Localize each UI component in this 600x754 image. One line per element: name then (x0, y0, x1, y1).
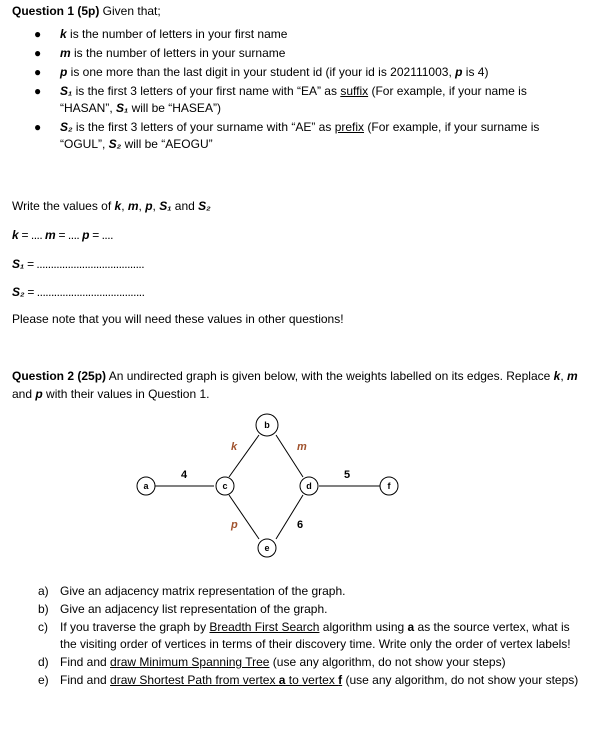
node-a: a (143, 481, 149, 491)
definition-item-m (28, 45, 582, 62)
definition-text: is the number of letters in your first name (66, 27, 288, 41)
definition-text: is the first 3 letters of your surname with “AE” as (72, 120, 335, 134)
bullet-icon: ● (34, 46, 42, 60)
definition-text: is 4) (462, 65, 489, 79)
definition-text: is the first 3 letters of your first name with “EA” as (72, 84, 341, 98)
question-1-heading: Question 1 (5p) (12, 4, 100, 18)
var-m: m (60, 46, 71, 60)
definition-text: (For example, if your name is “HASAN”, (60, 84, 527, 115)
underlined-term: suffix (340, 84, 369, 98)
s1-answer-line[interactable]: S₁ = ...................................... (12, 257, 145, 271)
var-k: k (60, 27, 67, 41)
bullet-icon: ● (34, 120, 42, 134)
note-text: Please note that you will need these values in other questions! (12, 312, 344, 326)
definition-item-s2 (28, 119, 582, 153)
var-p: p (60, 65, 68, 79)
var-p: p (455, 65, 463, 79)
var-s1: S₁ (60, 84, 73, 98)
definition-text: is one more than the last digit in your student id (if your id is 202111003, (67, 65, 456, 79)
question-2-parts (38, 583, 580, 690)
write-values-instruction: Write the values of k, m, p, S₁ and S₂ (12, 199, 211, 213)
weight-b-d: m (297, 441, 307, 453)
bullet-icon: ● (34, 84, 42, 98)
s2-answer-line[interactable]: S₂ = ...................................... (12, 285, 145, 299)
definition-text: (For example, if your surname is “OGUL”, (60, 120, 540, 151)
node-f: f (387, 481, 391, 491)
node-d: d (306, 481, 312, 491)
part-b: b) Give an adjacency list representation of the graph. (38, 602, 328, 616)
part-d: d) Find and draw Minimum Spanning Tree (use any algorithm, do not show your steps) (38, 655, 506, 669)
edge-c-e (229, 495, 259, 539)
underlined-term: prefix (334, 120, 365, 134)
var-s2: S₂ (108, 137, 122, 151)
kmp-answer-line[interactable]: k = .... m = .... p = .... (12, 228, 113, 242)
question-2-title: Question 2 (25p) An undirected graph is given below, with the weights labelled on its edges. Replace k, m and p with their values in Question 1. (12, 369, 578, 401)
question-1-intro: Given that; (99, 4, 161, 18)
part-a: a) Give an adjacency matrix representation of the graph. (38, 584, 346, 598)
bullet-icon: ● (34, 27, 42, 41)
definition-text: will be “HASEA”) (128, 101, 221, 115)
definition-item-s1 (28, 83, 582, 117)
definition-text: will be “AEOGU” (121, 137, 213, 151)
node-e: e (264, 543, 270, 553)
definition-text: is the number of letters in your surname (70, 46, 286, 60)
var-s1: S₁ (116, 101, 129, 115)
weight-c-b: k (231, 441, 238, 453)
var-s2: S₂ (60, 120, 73, 134)
weight-c-e: p (231, 519, 238, 531)
question-2-heading: Question 2 (25p) (12, 369, 107, 383)
definition-list (28, 26, 582, 155)
definition-item-k (28, 26, 582, 43)
node-c: c (222, 481, 228, 491)
weight-e-d: 6 (297, 519, 304, 531)
graph-diagram (0, 408, 600, 568)
question-1-title (12, 4, 592, 18)
bullet-icon: ● (34, 65, 42, 79)
part-e: e) Find and draw Shortest Path from vertex a to vertex f (use any algorithm, do not show your steps) (38, 673, 579, 687)
weight-d-f: 5 (344, 469, 351, 481)
part-c: c) If you traverse the graph by Breadth First Search algorithm using a as the source vertex, what is the visiting order of vertices in terms of their discovery time. Write only the order of vertex labels! (38, 620, 571, 651)
node-b: b (264, 420, 270, 430)
graph-edges (155, 435, 380, 539)
definition-item-p (28, 64, 582, 81)
edge-e-d (276, 495, 303, 539)
weight-a-c: 4 (181, 469, 188, 481)
